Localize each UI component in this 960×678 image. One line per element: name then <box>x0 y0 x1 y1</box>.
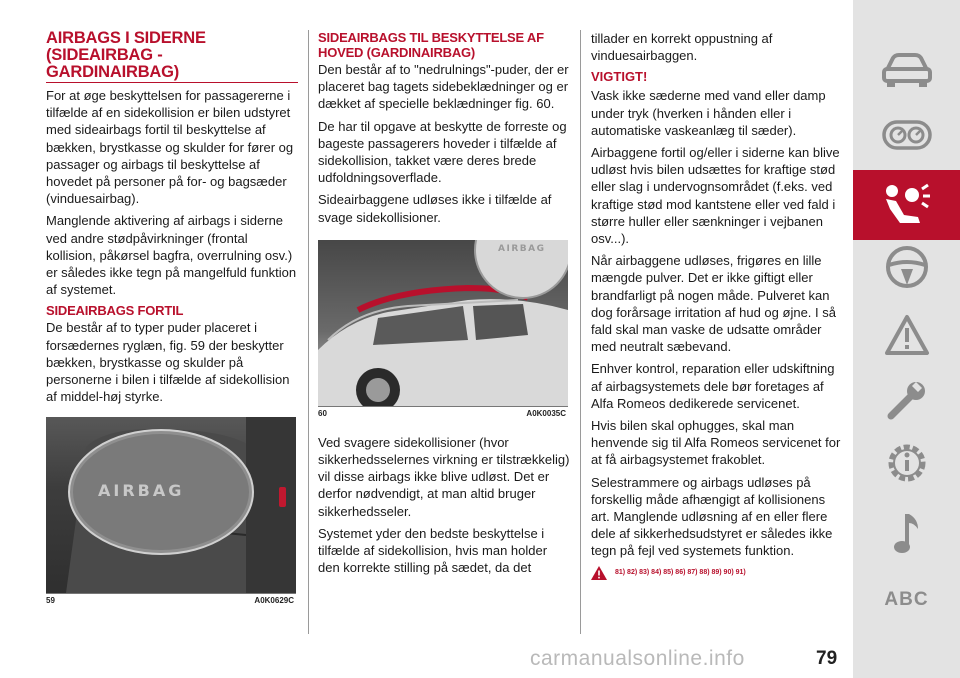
column-2 <box>318 30 570 581</box>
airbag-passenger-icon <box>882 183 932 227</box>
music-note-icon <box>892 511 922 555</box>
paragraph: Systemet yder den bedste beskyttelse i tilfælde af sidekollision, hvis man holder den korrekte stilling på sædet, da det <box>318 525 548 576</box>
sidebar-item-index[interactable] <box>853 565 960 635</box>
paragraph: Selestrammere og airbags udløses på forskellig måde afhængigt af kollisionens art. Manglende udløsning af en eller flere dele af sikkerhedsudstyret er således ikke tegn på fejl ved systemets funktion. <box>591 474 833 559</box>
airbag-label: AIRBAG <box>98 481 185 501</box>
paragraph: Den består af to "nedrulnings"-puder, der er placeret bag tagets sidebeklædninger og er dækket af specielle beklædninger fig. 60. <box>318 62 569 112</box>
info-gear-icon <box>884 440 930 486</box>
sidebar-item-multimedia[interactable] <box>853 498 960 568</box>
figure-number: 59 <box>46 596 55 606</box>
footnote-links[interactable]: 81) 82) 83) 84) 85) 86) 87) 88) 89) 90) 91) <box>615 569 746 577</box>
sidebar-item-dashboard[interactable] <box>853 100 960 170</box>
paragraph: De har til opgave at beskytte de forreste og bageste passagerers hoveder i tilfælde af sidekollision, takket være deres brede udfoldningsoverflade. <box>318 118 567 186</box>
figure-60-curtain-airbag <box>318 240 568 406</box>
figure-code: A0K0629C <box>254 596 294 606</box>
sidebar-item-maintenance[interactable] <box>853 365 960 435</box>
column-1 <box>46 30 298 605</box>
chapter-sidebar <box>853 0 960 678</box>
figure-59-seat-airbag <box>46 417 296 593</box>
figure-code: A0K0035C <box>526 408 566 418</box>
paragraph: Airbaggene fortil og/eller i siderne kan blive udløst hvis bilen udsættes for kraftige stød eller slag i undervognsområdet (f.eks. ved kraftige stød mod kantstene eller ved fald i større huller eller sænkninger i vejbanen osv...). <box>591 145 840 247</box>
paragraph: Vask ikke sæderne med vand eller damp under tryk (hverken i hånden eller i automatiske vaskeanlæg til sæder). <box>591 88 826 138</box>
seat-illustration <box>46 417 296 593</box>
column-divider <box>580 30 581 634</box>
car-illustration <box>318 240 568 406</box>
paragraph: Når airbaggene udløses, frigøres en lille mængde pulver. Det er ikke giftigt eller brandfarligt på nogen måde. Pulveret kan dog forårsage irritation af hud og øjne. I så fald skal man vaske de udsatte områder med neutralt sæbevand. <box>591 253 836 355</box>
figure-59-caption <box>46 593 296 605</box>
paragraph: Enhver kontrol, reparation eller udskiftning af airbagsystemets dele bør foretages af Alfa Romeos dedikerede servicenet. <box>591 361 835 411</box>
index-label: ABC <box>884 589 929 610</box>
watermark: carmanualsonline.info <box>530 647 745 670</box>
figure-number: 60 <box>318 408 327 418</box>
warning-triangle-icon <box>884 314 930 356</box>
column-divider <box>308 30 309 634</box>
sidebar-item-vehicle[interactable] <box>853 35 960 105</box>
subheading-curtain-airbag: SIDEAIRBAGS TIL BESKYTTELSE AF HOVED (GARDINAIRBAG) <box>318 30 544 60</box>
warning-triangle-icon <box>591 566 607 580</box>
car-icon <box>881 50 933 90</box>
subheading-front-side-airbags: SIDEAIRBAGS FORTIL <box>46 303 184 319</box>
instrument-cluster-icon <box>882 120 932 150</box>
paragraph: For at øge beskyttelsen for passagererne i tilfælde af en sidekollision er bilen udstyret med sideairbags fortil til beskyttelse af bækken, brystkasse og skulder for fører og passager og airbags til beskyttelse af hovedet på personer på for- og bagsæder (vinduesairbag). <box>46 88 294 207</box>
paragraph: Manglende aktivering af airbags i siderne ved andre stødpåvirkninger (frontal kollision, påkørsel bagfra, overrulning osv.) er således ikke tegn på mangelfuld funktion af systemet. <box>46 213 297 298</box>
paragraph: Hvis bilen skal ophugges, skal man henvende sig til Alfa Romeos servicenet for at få airbagsystemet frakoblet. <box>591 418 841 468</box>
paragraph: tillader en korrekt oppustning af vinduesairbaggen. <box>591 31 773 64</box>
footnote-references <box>591 566 843 580</box>
section-heading-side-airbags: AIRBAGS I SIDERNE (SIDEAIRBAG - GARDINAIRBAG) <box>46 30 298 83</box>
steering-wheel-icon <box>885 245 929 289</box>
sidebar-item-safety[interactable] <box>853 170 960 240</box>
sidebar-item-emergency[interactable] <box>853 300 960 370</box>
column-3 <box>591 30 843 580</box>
wrench-icon <box>885 378 929 422</box>
sidebar-item-driving[interactable] <box>853 232 960 302</box>
paragraph: Sideairbaggene udløses ikke i tilfælde af svage sidekollisioner. <box>318 192 552 225</box>
airbag-label: AIRBAG <box>498 243 546 254</box>
paragraph: De består af to typer puder placeret i forsædernes ryglæn, fig. 59 der beskytter bækken, brystkasse og skulder på personerne i bilen i tilfælde af sidekollision af middel-høj styrke. <box>46 320 290 405</box>
page-number: 79 <box>816 648 838 669</box>
paragraph: Ved svagere sidekollisioner (hvor sikkerhedsselernes virkning er tilstrækkelig) vil disse airbags ikke blive udløst. Det er derfor nødvendigt, at man altid bruger sikkerhedsseler. <box>318 434 570 519</box>
sidebar-item-technical-data[interactable] <box>853 428 960 498</box>
warning-heading: VIGTIGT! <box>591 69 648 85</box>
figure-60-caption <box>318 406 568 418</box>
